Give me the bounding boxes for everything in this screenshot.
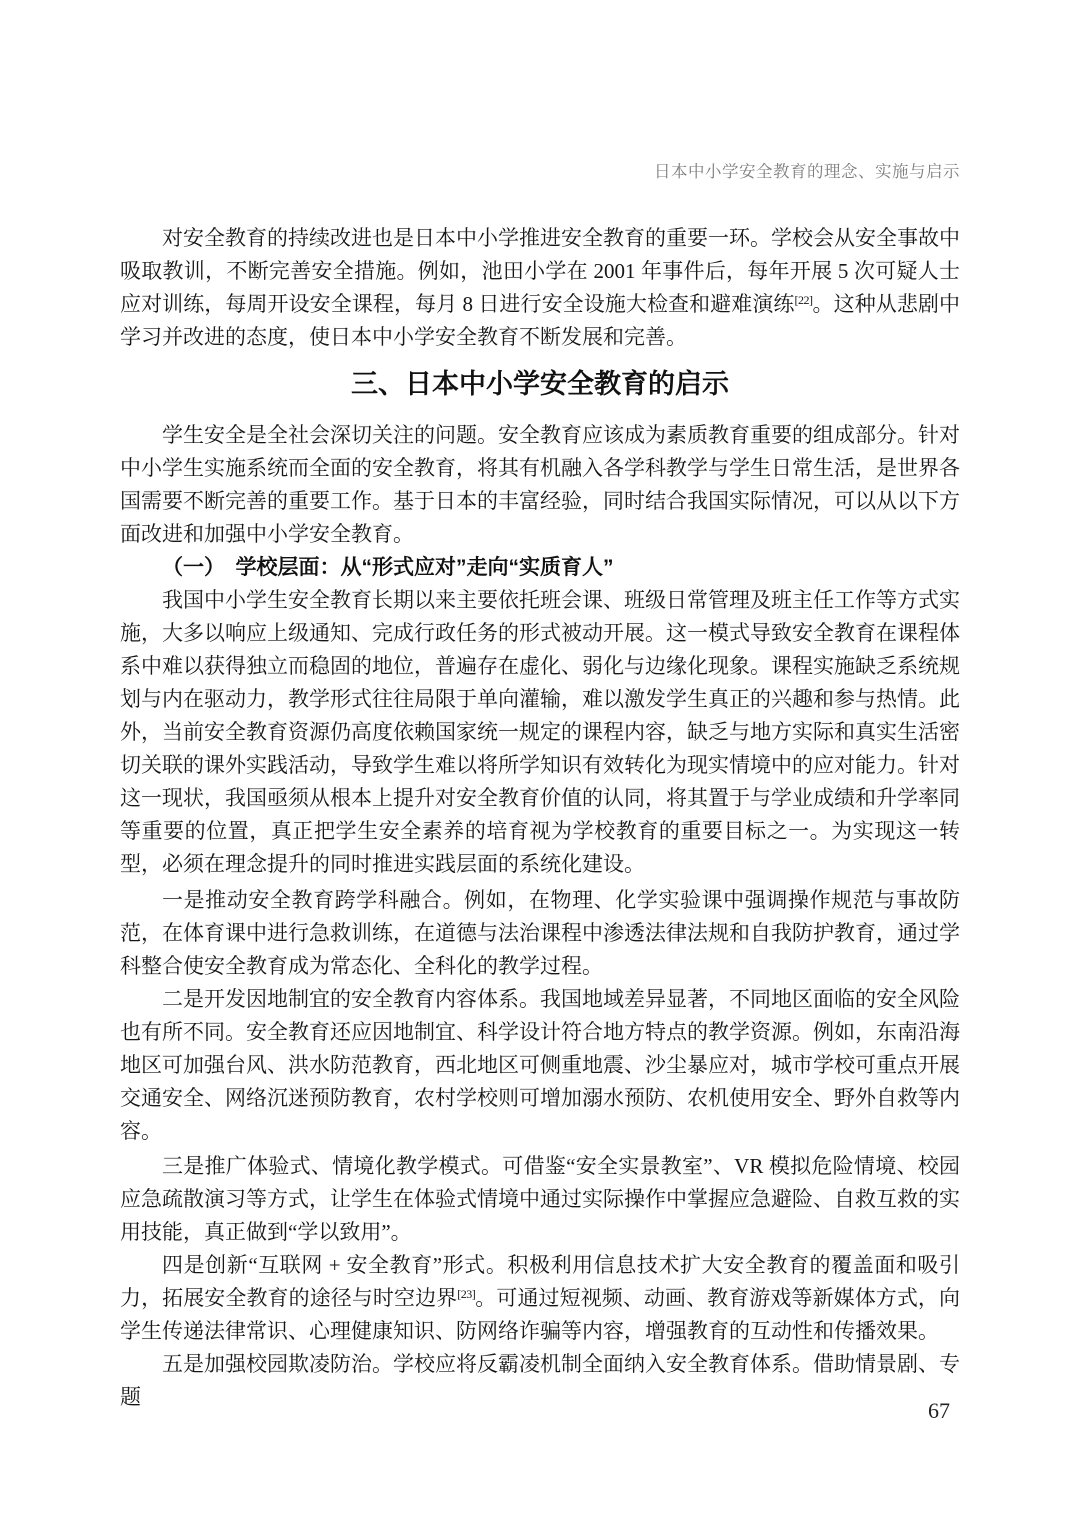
citation-ref-23: [23] (457, 1287, 476, 1301)
paragraph-intro: 学生安全是全社会深切关注的问题。安全教育应该成为素质教育重要的组成部分。针对中小学生实施系统而全面的安全教育，将其有机融入各学科教学与学生日常生活，是世界各国需要不断完善的重要工作。基于日本的丰富经验，同时结合我国实际情况，可以从以下方面改进和加强中小学安全教育。 (120, 423, 960, 546)
page-number: 67 (928, 1398, 950, 1423)
paragraph-text: 。这种从悲剧中学习并改进的态度，使日本中小学安全教育不断发展和完善。 (120, 292, 961, 349)
paragraph-point-four (120, 1249, 960, 1348)
paragraph-school-level: 我国中小学生安全教育长期以来主要依托班会课、班级日常管理及班主任工作等方式实施，大多以响应上级通知、完成行政任务的形式被动开展。这一模式导致安全教育在课程体系中难以获得独立而稳固的地位，普遍存在虚化、弱化与边缘化现象。课程实施缺乏系统规划与内在驱动力，教学形式往往局限于单向灌输，难以激发学生真正的兴趣和参与热情。此外，当前安全教育资源仍高度依赖国家统一规定的课程内容，缺乏与地方实际和真实生活密切关联的课外实践活动，导致学生难以将所学知识有效转化为现实情境中的应对能力。针对这一现状，我国亟须从根本上提升对安全教育价值的认同，将其置于与学业成绩和升学率同等重要的位置，真正把学生安全素养的培育视为学校教育的重要目标之一。为实现这一转型，必须在理念提升的同时推进实践层面的系统化建设。 (120, 588, 960, 876)
paragraph-point-one: 一是推动安全教育跨学科融合。例如，在物理、化学实验课中强调操作规范与事故防范，在体育课中进行急救训练，在道德与法治课程中渗透法律法规和自我防护教育，通过学科整合使安全教育成为常态化、全科化的教学过程。 (120, 888, 960, 978)
citation-ref-22: [22] (794, 293, 813, 307)
paragraph-point-five: 五是加强校园欺凌防治。学校应将反霸凌机制全面纳入安全教育体系。借助情景剧、专题 (120, 1352, 960, 1409)
running-header-title: 日本中小学安全教育的理念、实施与启示 (654, 163, 960, 181)
paragraph-point-three: 三是推广体验式、情境化教学模式。可借鉴“安全实景教室”、VR 模拟危险情境、校园应急疏散演习等方式，让学生在体验式情境中通过实际操作中掌握应急避险、自救互救的实用技能，真正做到“学以致用”。 (120, 1154, 960, 1244)
paragraph-point-two: 二是开发因地制宜的安全教育内容体系。我国地域差异显著，不同地区面临的安全风险也有所不同。安全教育还应因地制宜、科学设计符合地方特点的教学资源。例如，东南沿海地区可加强台风、洪水防范教育，西北地区可侧重地震、沙尘暴应对，城市学校可重点开展交通安全、网络沉迷预防教育，农村学校则可增加溺水预防、农机使用安全、野外自救等内容。 (120, 987, 960, 1143)
paragraph-text: 四是创新“互联网 + 安全教育”形式。积极利用信息技术扩大安全教育的覆盖面和吸引力，拓展安全教育的途径与时空边界 (120, 1253, 960, 1310)
text-column (120, 0, 960, 1414)
section-heading-three: 三、日本中小学安全教育的启示 (351, 369, 729, 399)
subsection-heading-one: （一） 学校层面：从“形式应对”走向“实质育人” (162, 556, 614, 579)
paragraph-improvement (120, 222, 960, 354)
paragraph-text: 对安全教育的持续改进也是日本中小学推进安全教育的重要一环。学校会从安全事故中吸取教训，不断完善安全措施。例如，池田小学在 2001 年事件后，每年开展 5 次可疑人士应对训练，每周开设安全课程，每月 8 日进行安全设施大检查和避难演练 (120, 226, 960, 316)
paragraph-text: 。可通过短视频、动画、教育游戏等新媒体方式，向学生传递法律常识、心理健康知识、防网络诈骗等内容，增强教育的互动性和传播效果。 (120, 1286, 961, 1343)
